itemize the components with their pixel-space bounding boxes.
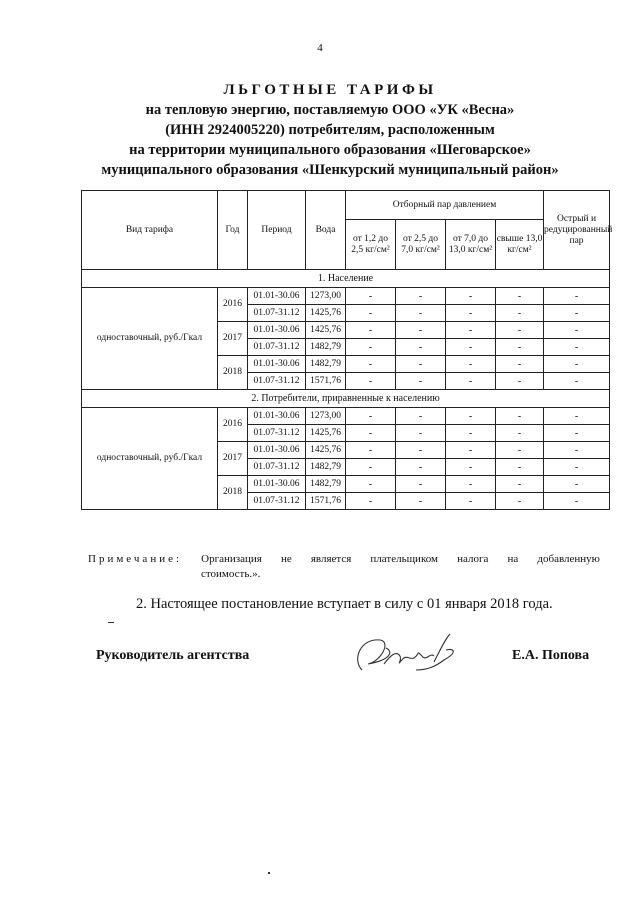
period-cell: 01.01-30.06 bbox=[248, 288, 306, 305]
empty-value-cell: - bbox=[396, 493, 446, 510]
signatory-position: Руководитель агентства bbox=[96, 648, 250, 663]
header-steam-1: от 1,2 до 2,5 кг/см² bbox=[346, 220, 396, 270]
water-value-cell: 1571,76 bbox=[306, 493, 346, 510]
water-value-cell: 1571,76 bbox=[306, 373, 346, 390]
empty-value-cell: - bbox=[496, 288, 544, 305]
heading-title: ЛЬГОТНЫЕ ТАРИФЫ bbox=[223, 82, 437, 98]
empty-value-cell: - bbox=[396, 425, 446, 442]
scan-mark bbox=[108, 622, 114, 623]
paragraph-2: 2. Настоящее постановление вступает в силу с 01 января 2018 года. bbox=[136, 596, 553, 612]
table-header-row bbox=[82, 191, 610, 220]
empty-value-cell: - bbox=[346, 322, 396, 339]
header-steam-4: свыше 13,0 кг/см² bbox=[496, 220, 544, 270]
empty-value-cell: - bbox=[496, 373, 544, 390]
note-word: на bbox=[507, 553, 519, 565]
empty-value-cell: - bbox=[396, 373, 446, 390]
empty-value-cell: - bbox=[396, 442, 446, 459]
empty-value-cell: - bbox=[544, 339, 610, 356]
note-word: плательщиком bbox=[370, 553, 438, 565]
empty-value-cell: - bbox=[346, 356, 396, 373]
note-word: является bbox=[310, 553, 352, 565]
water-value-cell: 1425,76 bbox=[306, 322, 346, 339]
year-cell: 2017 bbox=[218, 442, 248, 476]
section-title: 2. Потребители, приравненные к населению bbox=[82, 390, 610, 408]
empty-value-cell: - bbox=[544, 305, 610, 322]
header-period: Период bbox=[248, 191, 306, 270]
water-value-cell: 1425,76 bbox=[306, 425, 346, 442]
empty-value-cell: - bbox=[446, 425, 496, 442]
empty-value-cell: - bbox=[544, 459, 610, 476]
table-row bbox=[82, 408, 610, 425]
section-row bbox=[82, 270, 610, 288]
empty-value-cell: - bbox=[496, 493, 544, 510]
period-cell: 01.07-31.12 bbox=[248, 459, 306, 476]
period-cell: 01.01-30.06 bbox=[248, 322, 306, 339]
year-cell: 2016 bbox=[218, 408, 248, 442]
heading-line-4: на территории муниципального образования «Шеговарское» bbox=[129, 142, 531, 158]
empty-value-cell: - bbox=[346, 476, 396, 493]
header-tariff-type: Вид тарифа bbox=[82, 191, 218, 270]
year-cell: 2018 bbox=[218, 476, 248, 510]
tariff-table bbox=[81, 190, 613, 510]
year-cell: 2017 bbox=[218, 322, 248, 356]
empty-value-cell: - bbox=[396, 408, 446, 425]
empty-value-cell: - bbox=[544, 425, 610, 442]
note-word: налога bbox=[457, 553, 489, 565]
empty-value-cell: - bbox=[446, 493, 496, 510]
note-word: не bbox=[280, 553, 292, 565]
empty-value-cell: - bbox=[446, 459, 496, 476]
empty-value-cell: - bbox=[496, 476, 544, 493]
empty-value-cell: - bbox=[346, 493, 396, 510]
empty-value-cell: - bbox=[396, 339, 446, 356]
empty-value-cell: - bbox=[544, 288, 610, 305]
empty-value-cell: - bbox=[544, 373, 610, 390]
year-cell: 2018 bbox=[218, 356, 248, 390]
empty-value-cell: - bbox=[446, 373, 496, 390]
water-value-cell: 1482,79 bbox=[306, 476, 346, 493]
period-cell: 01.07-31.12 bbox=[248, 493, 306, 510]
empty-value-cell: - bbox=[346, 459, 396, 476]
header-steam-3: от 7,0 до 13,0 кг/см² bbox=[446, 220, 496, 270]
note-word: добавленную bbox=[537, 553, 600, 565]
empty-value-cell: - bbox=[446, 305, 496, 322]
empty-value-cell: - bbox=[446, 339, 496, 356]
water-value-cell: 1273,00 bbox=[306, 408, 346, 425]
empty-value-cell: - bbox=[396, 356, 446, 373]
empty-value-cell: - bbox=[496, 339, 544, 356]
header-water: Вода bbox=[306, 191, 346, 270]
note-line-1 bbox=[88, 552, 600, 567]
water-value-cell: 1425,76 bbox=[306, 305, 346, 322]
page-number: 4 bbox=[317, 42, 323, 54]
empty-value-cell: - bbox=[496, 322, 544, 339]
document-heading bbox=[60, 80, 600, 180]
empty-value-cell: - bbox=[396, 476, 446, 493]
water-value-cell: 1425,76 bbox=[306, 442, 346, 459]
empty-value-cell: - bbox=[544, 408, 610, 425]
empty-value-cell: - bbox=[446, 356, 496, 373]
note-line-2: стоимость.». bbox=[201, 568, 261, 580]
empty-value-cell: - bbox=[446, 408, 496, 425]
note-label: Примечание: bbox=[88, 553, 183, 565]
heading-line-2: на тепловую энергию, поставляемую ООО «УК «Весна» bbox=[145, 102, 515, 118]
section-title: 1. Население bbox=[82, 270, 610, 288]
period-cell: 01.01-30.06 bbox=[248, 476, 306, 493]
empty-value-cell: - bbox=[446, 442, 496, 459]
empty-value-cell: - bbox=[346, 288, 396, 305]
period-cell: 01.07-31.12 bbox=[248, 425, 306, 442]
empty-value-cell: - bbox=[496, 459, 544, 476]
period-cell: 01.07-31.12 bbox=[248, 373, 306, 390]
signatory-name: Е.А. Попова bbox=[512, 648, 590, 663]
water-value-cell: 1482,79 bbox=[306, 459, 346, 476]
header-steam-2: от 2,5 до 7,0 кг/см² bbox=[396, 220, 446, 270]
note-word: Организация bbox=[201, 553, 262, 565]
handwritten-signature bbox=[350, 630, 470, 680]
tariff-type-cell: одноставочный, руб./Гкал bbox=[82, 408, 218, 510]
water-value-cell: 1482,79 bbox=[306, 339, 346, 356]
empty-value-cell: - bbox=[346, 408, 396, 425]
period-cell: 01.01-30.06 bbox=[248, 442, 306, 459]
period-cell: 01.01-30.06 bbox=[248, 408, 306, 425]
empty-value-cell: - bbox=[446, 288, 496, 305]
empty-value-cell: - bbox=[446, 476, 496, 493]
note-block bbox=[88, 552, 600, 582]
empty-value-cell: - bbox=[496, 408, 544, 425]
empty-value-cell: - bbox=[396, 288, 446, 305]
empty-value-cell: - bbox=[346, 373, 396, 390]
header-steam-group: Отборный пар давлением bbox=[346, 191, 544, 220]
empty-value-cell: - bbox=[544, 442, 610, 459]
tariff-type-cell: одноставочный, руб./Гкал bbox=[82, 288, 218, 390]
year-cell: 2016 bbox=[218, 288, 248, 322]
empty-value-cell: - bbox=[396, 459, 446, 476]
period-cell: 01.01-30.06 bbox=[248, 356, 306, 373]
empty-value-cell: - bbox=[446, 322, 496, 339]
empty-value-cell: - bbox=[346, 442, 396, 459]
empty-value-cell: - bbox=[496, 442, 544, 459]
heading-line-3: (ИНН 2924005220) потребителям, расположенным bbox=[165, 122, 495, 138]
empty-value-cell: - bbox=[544, 322, 610, 339]
empty-value-cell: - bbox=[544, 476, 610, 493]
empty-value-cell: - bbox=[396, 305, 446, 322]
empty-value-cell: - bbox=[496, 425, 544, 442]
empty-value-cell: - bbox=[544, 493, 610, 510]
scan-mark bbox=[268, 872, 270, 874]
empty-value-cell: - bbox=[346, 339, 396, 356]
empty-value-cell: - bbox=[396, 322, 446, 339]
period-cell: 01.07-31.12 bbox=[248, 305, 306, 322]
empty-value-cell: - bbox=[346, 305, 396, 322]
header-sharp-steam: Острый и редуцированный пар bbox=[544, 191, 610, 270]
empty-value-cell: - bbox=[496, 356, 544, 373]
period-cell: 01.07-31.12 bbox=[248, 339, 306, 356]
empty-value-cell: - bbox=[496, 305, 544, 322]
header-year: Год bbox=[218, 191, 248, 270]
empty-value-cell: - bbox=[544, 356, 610, 373]
water-value-cell: 1482,79 bbox=[306, 356, 346, 373]
empty-value-cell: - bbox=[346, 425, 396, 442]
table-row bbox=[82, 288, 610, 305]
water-value-cell: 1273,00 bbox=[306, 288, 346, 305]
section-row bbox=[82, 390, 610, 408]
heading-line-5: муниципального образования «Шенкурский муниципальный район» bbox=[101, 162, 559, 178]
